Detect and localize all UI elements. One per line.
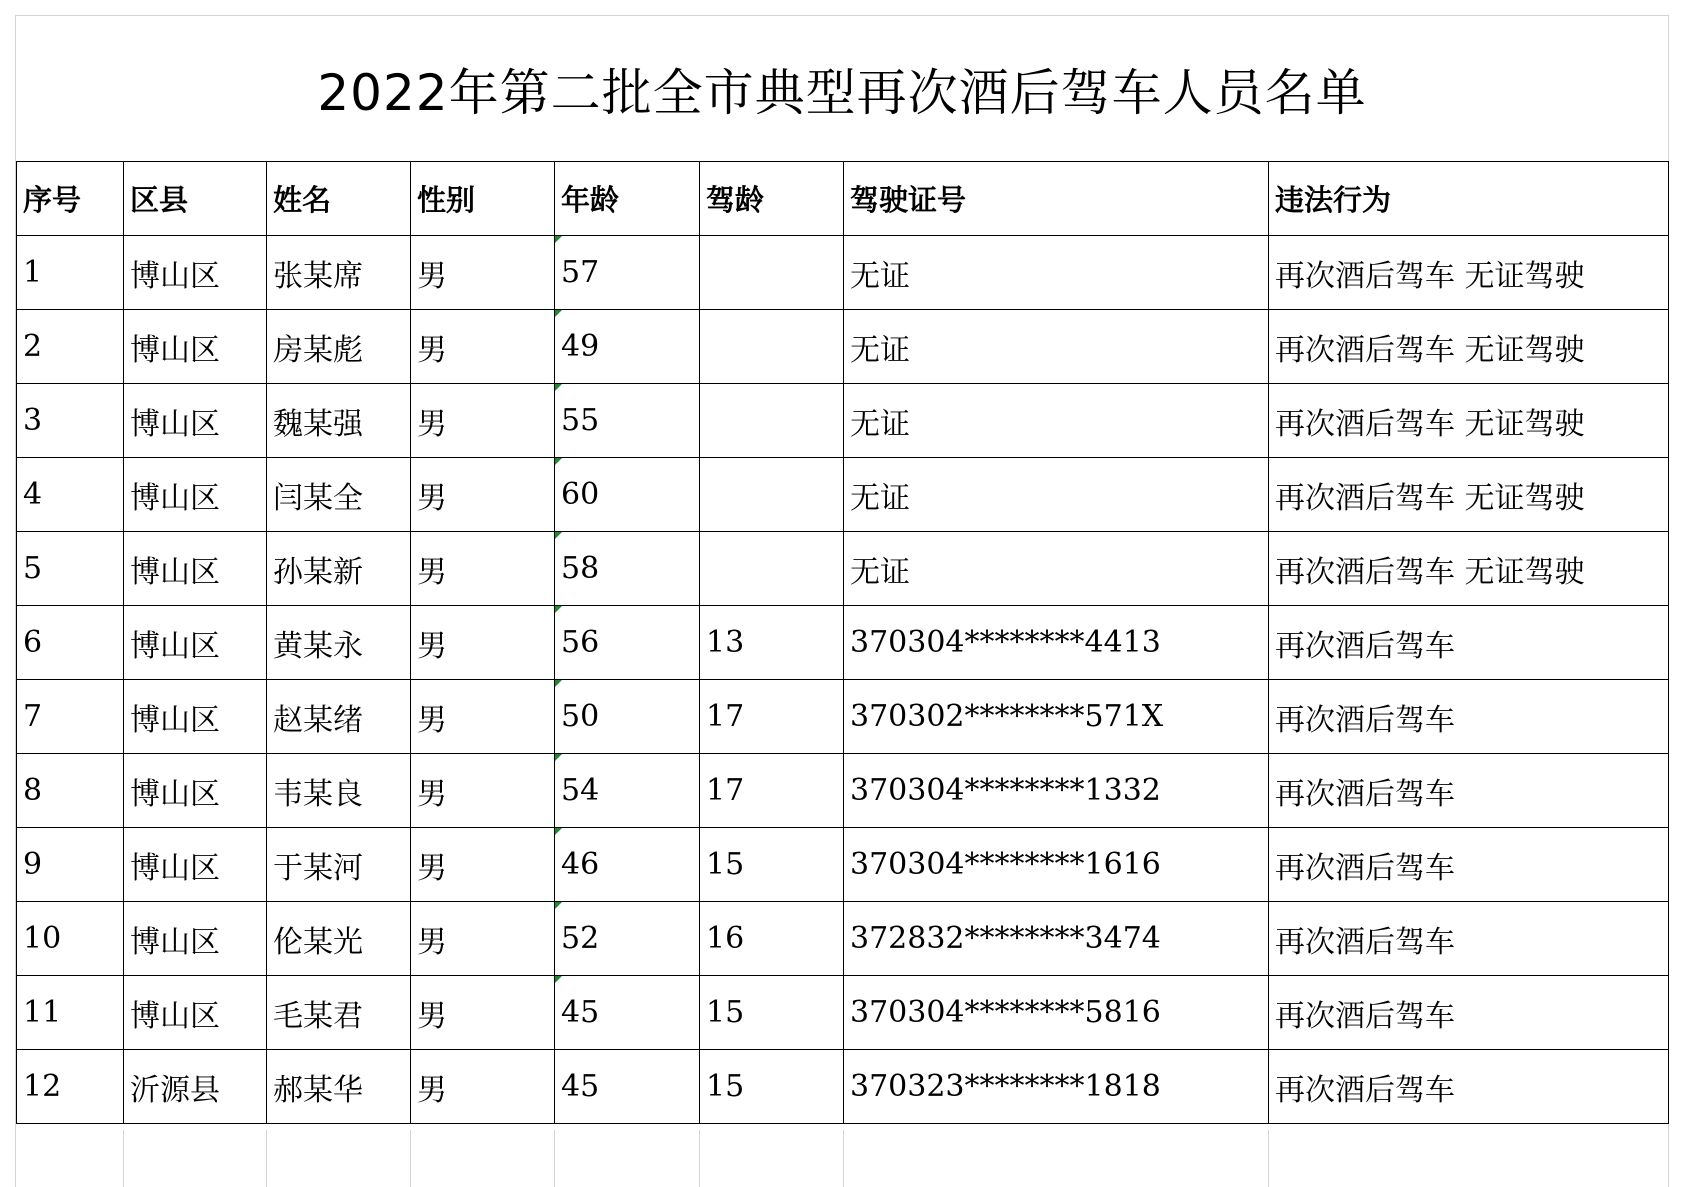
table-row <box>17 236 1669 310</box>
cell-age[interactable]: 55 <box>555 384 700 458</box>
table-row <box>17 680 1669 754</box>
cell-name[interactable]: 韦某良 <box>267 754 411 828</box>
header-violation[interactable]: 违法行为 <box>1269 162 1669 236</box>
table-row <box>17 384 1669 458</box>
cell-license-no[interactable]: 370323********1818 <box>844 1050 1269 1124</box>
document-title: 2022年第二批全市典型再次酒后驾车人员名单 <box>317 63 1367 122</box>
cell-driving-years[interactable] <box>700 458 844 532</box>
header-license-no[interactable]: 驾驶证号 <box>844 162 1269 236</box>
cell-serial-no[interactable]: 2 <box>17 310 124 384</box>
cell-name[interactable]: 孙某新 <box>267 532 411 606</box>
grid-line <box>123 1130 124 1187</box>
cell-district[interactable]: 沂源县 <box>124 1050 267 1124</box>
cell-serial-no[interactable]: 10 <box>17 902 124 976</box>
cell-driving-years[interactable]: 15 <box>700 1050 844 1124</box>
table-row <box>17 310 1669 384</box>
cell-violation[interactable]: 再次酒后驾车 无证驾驶 <box>1269 532 1669 606</box>
cell-driving-years[interactable]: 13 <box>700 606 844 680</box>
cell-name[interactable]: 魏某强 <box>267 384 411 458</box>
cell-district[interactable]: 博山区 <box>124 236 267 310</box>
cell-name[interactable]: 伦某光 <box>267 902 411 976</box>
cell-age[interactable]: 60 <box>555 458 700 532</box>
cell-violation[interactable]: 再次酒后驾车 <box>1269 828 1669 902</box>
header-name[interactable]: 姓名 <box>267 162 411 236</box>
grid-line <box>843 1130 844 1187</box>
cell-gender[interactable]: 男 <box>411 976 555 1050</box>
cell-license-no[interactable]: 370304********1616 <box>844 828 1269 902</box>
cell-driving-years[interactable] <box>700 310 844 384</box>
cell-violation[interactable]: 再次酒后驾车 <box>1269 754 1669 828</box>
cell-driving-years[interactable]: 17 <box>700 754 844 828</box>
table-row <box>17 532 1669 606</box>
table-row <box>17 1050 1669 1124</box>
grid-line <box>266 1130 267 1187</box>
cell-age[interactable]: 45 <box>555 1050 700 1124</box>
cell-gender[interactable]: 男 <box>411 384 555 458</box>
cell-driving-years[interactable] <box>700 236 844 310</box>
cell-license-no[interactable]: 370304********1332 <box>844 754 1269 828</box>
cell-district[interactable]: 博山区 <box>124 532 267 606</box>
cell-serial-no[interactable]: 11 <box>17 976 124 1050</box>
cell-district[interactable]: 博山区 <box>124 606 267 680</box>
grid-line <box>554 1130 555 1187</box>
cell-gender[interactable]: 男 <box>411 606 555 680</box>
cell-violation[interactable]: 再次酒后驾车 <box>1269 1050 1669 1124</box>
cell-district[interactable]: 博山区 <box>124 310 267 384</box>
cell-violation[interactable]: 再次酒后驾车 <box>1269 680 1669 754</box>
cell-serial-no[interactable]: 6 <box>17 606 124 680</box>
cell-gender[interactable]: 男 <box>411 828 555 902</box>
cell-district[interactable]: 博山区 <box>124 828 267 902</box>
grid-line <box>1268 1130 1269 1187</box>
cell-gender[interactable]: 男 <box>411 310 555 384</box>
cell-license-no[interactable]: 370302********571X <box>844 680 1269 754</box>
cell-license-no[interactable]: 无证 <box>844 384 1269 458</box>
header-district[interactable]: 区县 <box>124 162 267 236</box>
cell-serial-no[interactable]: 4 <box>17 458 124 532</box>
cell-license-no[interactable]: 无证 <box>844 310 1269 384</box>
cell-driving-years[interactable]: 16 <box>700 902 844 976</box>
header-age[interactable]: 年龄 <box>555 162 700 236</box>
cell-district[interactable]: 博山区 <box>124 754 267 828</box>
cell-name[interactable]: 闫某全 <box>267 458 411 532</box>
cell-license-no[interactable]: 372832********3474 <box>844 902 1269 976</box>
table-row <box>17 754 1669 828</box>
cell-name[interactable]: 毛某君 <box>267 976 411 1050</box>
table-row <box>17 458 1669 532</box>
cell-serial-no[interactable]: 5 <box>17 532 124 606</box>
cell-gender[interactable]: 男 <box>411 754 555 828</box>
cell-serial-no[interactable]: 9 <box>17 828 124 902</box>
cell-driving-years[interactable] <box>700 532 844 606</box>
cell-violation[interactable]: 再次酒后驾车 无证驾驶 <box>1269 384 1669 458</box>
cell-gender[interactable]: 男 <box>411 532 555 606</box>
cell-district[interactable]: 博山区 <box>124 458 267 532</box>
cell-name[interactable]: 房某彪 <box>267 310 411 384</box>
cell-serial-no[interactable]: 1 <box>17 236 124 310</box>
offender-roster-table <box>16 161 1669 1124</box>
cell-serial-no[interactable]: 12 <box>17 1050 124 1124</box>
cell-district[interactable]: 博山区 <box>124 902 267 976</box>
table-row <box>17 606 1669 680</box>
grid-line <box>410 1130 411 1187</box>
cell-name[interactable]: 黄某永 <box>267 606 411 680</box>
cell-district[interactable]: 博山区 <box>124 680 267 754</box>
header-row <box>17 162 1669 236</box>
cell-violation[interactable]: 再次酒后驾车 无证驾驶 <box>1269 310 1669 384</box>
cell-gender[interactable]: 男 <box>411 236 555 310</box>
cell-serial-no[interactable]: 3 <box>17 384 124 458</box>
cell-serial-no[interactable]: 7 <box>17 680 124 754</box>
cell-age[interactable]: 54 <box>555 754 700 828</box>
cell-age[interactable]: 45 <box>555 976 700 1050</box>
cell-violation[interactable]: 再次酒后驾车 <box>1269 902 1669 976</box>
cell-violation[interactable]: 再次酒后驾车 <box>1269 606 1669 680</box>
cell-gender[interactable]: 男 <box>411 458 555 532</box>
cell-driving-years[interactable]: 15 <box>700 976 844 1050</box>
cell-serial-no[interactable]: 8 <box>17 754 124 828</box>
cell-driving-years[interactable]: 17 <box>700 680 844 754</box>
cell-violation[interactable]: 再次酒后驾车 无证驾驶 <box>1269 236 1669 310</box>
table-row <box>17 902 1669 976</box>
table-row <box>17 976 1669 1050</box>
cell-gender[interactable]: 男 <box>411 680 555 754</box>
cell-license-no[interactable]: 无证 <box>844 532 1269 606</box>
cell-age[interactable]: 46 <box>555 828 700 902</box>
header-gender[interactable]: 性别 <box>411 162 555 236</box>
cell-violation[interactable]: 再次酒后驾车 <box>1269 976 1669 1050</box>
cell-license-no[interactable]: 370304********5816 <box>844 976 1269 1050</box>
cell-age[interactable]: 58 <box>555 532 700 606</box>
cell-driving-years[interactable] <box>700 384 844 458</box>
cell-name[interactable]: 赵某绪 <box>267 680 411 754</box>
cell-name[interactable]: 张某席 <box>267 236 411 310</box>
header-driving-years[interactable]: 驾龄 <box>700 162 844 236</box>
cell-age[interactable]: 52 <box>555 902 700 976</box>
cell-age[interactable]: 50 <box>555 680 700 754</box>
cell-license-no[interactable]: 无证 <box>844 236 1269 310</box>
cell-driving-years[interactable]: 15 <box>700 828 844 902</box>
cell-license-no[interactable]: 无证 <box>844 458 1269 532</box>
cell-gender[interactable]: 男 <box>411 902 555 976</box>
cell-age[interactable]: 57 <box>555 236 700 310</box>
cell-gender[interactable]: 男 <box>411 1050 555 1124</box>
cell-name[interactable]: 于某河 <box>267 828 411 902</box>
cell-age[interactable]: 56 <box>555 606 700 680</box>
cell-age[interactable]: 49 <box>555 310 700 384</box>
header-serial-no[interactable]: 序号 <box>17 162 124 236</box>
cell-district[interactable]: 博山区 <box>124 384 267 458</box>
grid-line <box>699 1130 700 1187</box>
cell-district[interactable]: 博山区 <box>124 976 267 1050</box>
table-row <box>17 828 1669 902</box>
cell-violation[interactable]: 再次酒后驾车 无证驾驶 <box>1269 458 1669 532</box>
cell-name[interactable]: 郝某华 <box>267 1050 411 1124</box>
cell-license-no[interactable]: 370304********4413 <box>844 606 1269 680</box>
